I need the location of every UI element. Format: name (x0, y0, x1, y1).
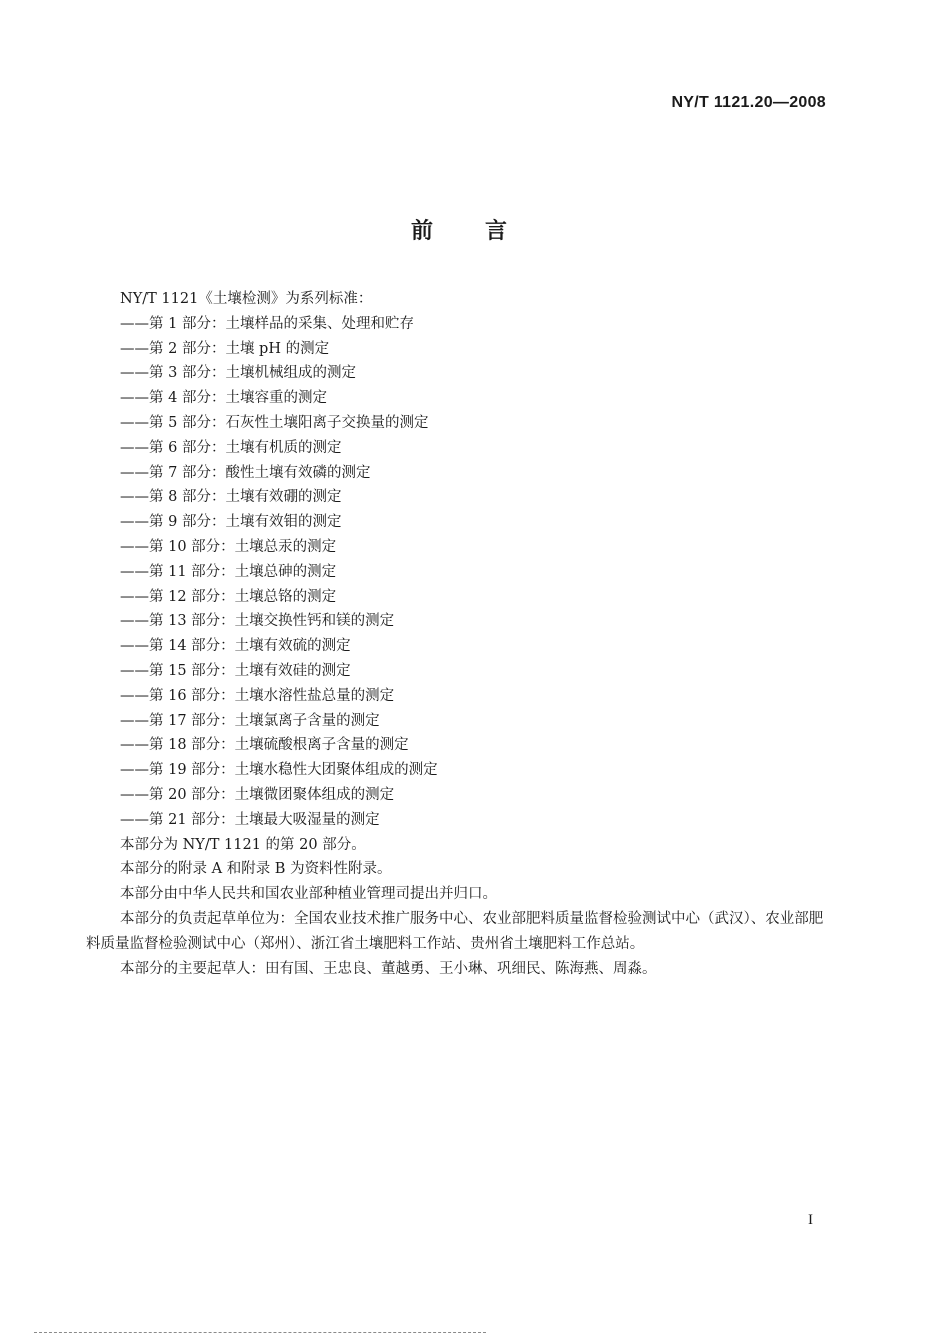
part-item: ——第 16 部分：土壤水溶性盐总量的测定 (120, 687, 395, 704)
part-item: ——第 10 部分：土壤总汞的测定 (120, 538, 337, 555)
proposer-statement: 本部分由中华人民共和国农业部种植业管理司提出并归口。 (120, 886, 497, 903)
part-item: ——第 2 部分：土壤 pH 的测定 (120, 340, 330, 357)
part-item: ——第 8 部分：土壤有效硼的测定 (120, 489, 342, 506)
standard-code: NY/T 1121.20—2008 (671, 94, 826, 111)
part-statement: 本部分为 NY/T 1121 的第 20 部分。 (120, 836, 366, 853)
series-intro: NY/T 1121《土壤检测》为系列标准： (120, 291, 373, 307)
annex-statement: 本部分的附录 A 和附录 B 为资料性附录。 (120, 861, 392, 878)
part-item: ——第 18 部分：土壤硫酸根离子含量的测定 (120, 737, 409, 754)
part-item: ——第 15 部分：土壤有效硅的测定 (120, 662, 351, 679)
part-item: ——第 21 部分：土壤最大吸湿量的测定 (120, 811, 380, 828)
foreword-body (86, 287, 836, 981)
page-title: 前言 (410, 219, 559, 244)
part-item: ——第 6 部分：土壤有机质的测定 (120, 439, 342, 456)
part-item: ——第 3 部分：土壤机械组成的测定 (120, 365, 356, 382)
page-number: I (808, 1212, 813, 1228)
drafters-statement: 本部分的主要起草人：田有国、王忠良、董越勇、王小琳、巩细民、陈海燕、周淼。 (120, 960, 657, 977)
part-item: ——第 9 部分：土壤有效钼的测定 (120, 514, 342, 531)
bottom-divider (34, 1332, 486, 1333)
part-item: ——第 1 部分：土壤样品的采集、处理和贮存 (120, 315, 414, 332)
part-item: ——第 13 部分：土壤交换性钙和镁的测定 (120, 613, 395, 630)
part-item: ——第 20 部分：土壤微团聚体组成的测定 (120, 786, 395, 803)
part-item: ——第 19 部分：土壤水稳性大团聚体组成的测定 (120, 762, 438, 779)
part-item: ——第 7 部分：酸性土壤有效磷的测定 (120, 464, 371, 481)
part-item: ——第 17 部分：土壤氯离子含量的测定 (120, 712, 380, 729)
part-item: ——第 12 部分：土壤总铬的测定 (120, 588, 337, 605)
drafting-units-statement: 本部分的负责起草单位为：全国农业技术推广服务中心、农业部肥料质量监督检验测试中心（武汉）、农业部肥料质量监督检验测试中心（郑州）、浙江省土壤肥料工作站、贵州省土壤肥料工作总站。 (86, 910, 824, 952)
part-item: ——第 4 部分：土壤容重的测定 (120, 390, 327, 407)
part-item: ——第 5 部分：石灰性土壤阳离子交换量的测定 (120, 414, 429, 431)
part-item: ——第 14 部分：土壤有效硫的测定 (120, 638, 351, 655)
part-item: ——第 11 部分：土壤总砷的测定 (120, 563, 337, 580)
